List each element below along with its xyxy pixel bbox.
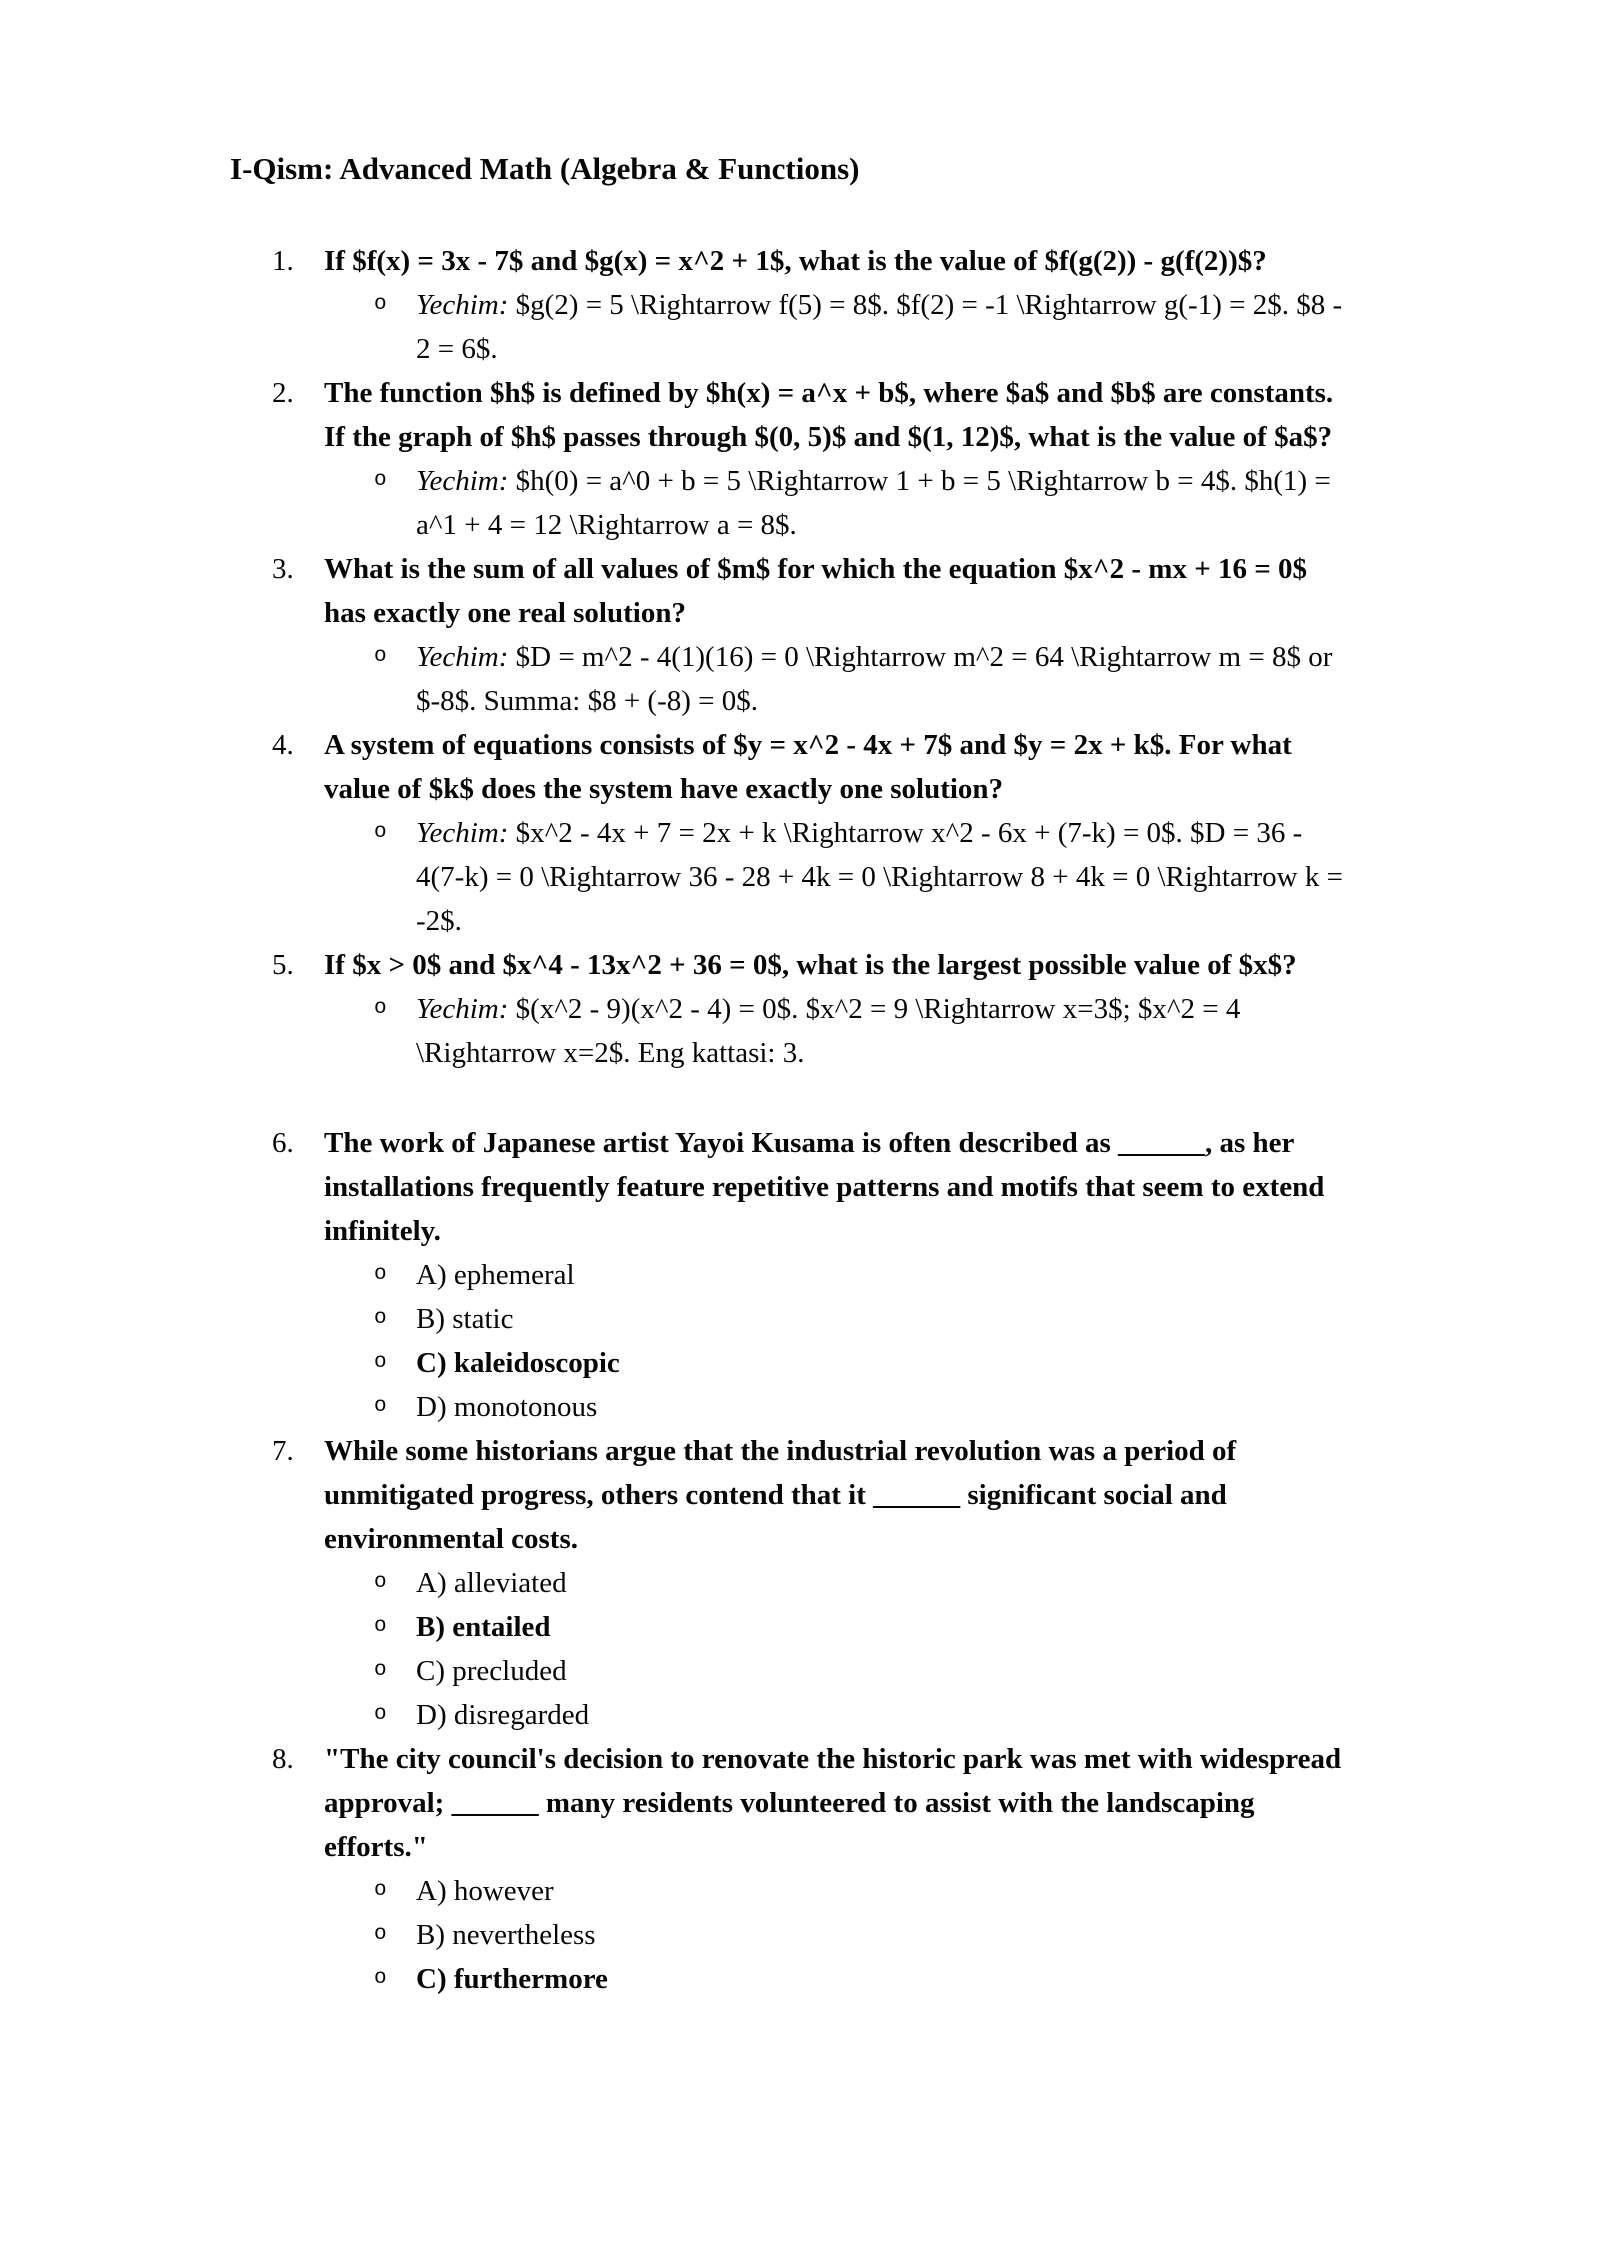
question-text: If $f(x) = 3x - 7$ and $g(x) = x^2 + 1$, what is the value of $f(g(2)) - g(f(2))$? xyxy=(324,245,1267,278)
question-number: 8. xyxy=(272,1743,294,1776)
answer-option: A) ephemeral xyxy=(416,1259,575,1292)
question-body xyxy=(324,1121,1350,1429)
question-text: What is the sum of all values of $m$ for which the equation $x^2 - mx + 16 = 0$ has exactly one real solution? xyxy=(324,553,1308,630)
answer-option: A) however xyxy=(416,1875,554,1908)
answer-option: B) nevertheless xyxy=(416,1919,596,1952)
bullet-marker: o xyxy=(374,293,387,317)
question-body xyxy=(324,943,1350,1075)
solution xyxy=(416,283,1350,371)
question-number: 3. xyxy=(272,553,294,586)
solution-text: $x^2 - 4x + 7 = 2x + k \Rightarrow x^2 - 6x + (7-k) = 0$. $D = 36 - 4(7-k) = 0 \Rightarrow 36 - 28 + 4k = 0 \Rightarrow 8 + 4k = 0 \Rightarrow k = -2$. xyxy=(416,817,1343,938)
solution xyxy=(416,987,1350,1075)
question-item xyxy=(230,239,1350,371)
answer-option: D) disregarded xyxy=(416,1699,590,1732)
question-number: 1. xyxy=(272,245,294,278)
question-body xyxy=(324,1429,1350,1737)
question-item xyxy=(230,1737,1350,2001)
answer-option-correct: C) furthermore xyxy=(416,1963,608,1996)
solution-label: Yechim: xyxy=(416,641,509,674)
sub-item xyxy=(324,987,1350,1075)
sub-item xyxy=(324,1957,1350,2001)
question-text: While some historians argue that the industrial revolution was a period of unmitigated progress, others contend that it ______ significant social and environmental costs. xyxy=(324,1435,1237,1556)
sub-item xyxy=(324,1649,1350,1693)
question-body xyxy=(324,239,1350,371)
question-item xyxy=(230,943,1350,1075)
bullet-marker: o xyxy=(374,821,387,845)
question-body xyxy=(324,723,1350,943)
question-number: 4. xyxy=(272,729,294,762)
bullet-marker: o xyxy=(374,1659,387,1683)
bullet-marker: o xyxy=(374,645,387,669)
answer-option: B) static xyxy=(416,1303,514,1336)
bullet-marker: o xyxy=(374,1395,387,1419)
question-text: If $x > 0$ and $x^4 - 13x^2 + 36 = 0$, what is the largest possible value of $x$? xyxy=(324,949,1297,982)
page-title: I-Qism: Advanced Math (Algebra & Functions) xyxy=(230,151,860,186)
question-list xyxy=(230,239,1350,2001)
bullet-marker: o xyxy=(374,1351,387,1375)
sub-item xyxy=(324,1297,1350,1341)
solution xyxy=(416,635,1350,723)
question-text: "The city council's decision to renovate the historic park was met with widespread approval; ______ many residents volunteered to assist with the landscaping efforts." xyxy=(324,1743,1342,1864)
bullet-marker: o xyxy=(374,1967,387,1991)
bullet-marker: o xyxy=(374,1307,387,1331)
solution-label: Yechim: xyxy=(416,993,509,1026)
solution xyxy=(416,811,1350,943)
sub-item xyxy=(324,635,1350,723)
answer-option-correct: B) entailed xyxy=(416,1611,551,1644)
sub-item xyxy=(324,1869,1350,1913)
solution-text: $(x^2 - 9)(x^2 - 4) = 0$. $x^2 = 9 \Rightarrow x=3$; $x^2 = 4 \Rightarrow x=2$. Eng kattasi: 3. xyxy=(416,993,1241,1070)
question-item xyxy=(230,371,1350,547)
solution-label: Yechim: xyxy=(416,465,509,498)
question-number: 7. xyxy=(272,1435,294,1468)
bullet-marker: o xyxy=(374,1263,387,1287)
answer-option: D) monotonous xyxy=(416,1391,598,1424)
question-body xyxy=(324,1737,1350,2001)
sub-item xyxy=(324,459,1350,547)
sub-item xyxy=(324,1561,1350,1605)
solution-text: $h(0) = a^0 + b = 5 \Rightarrow 1 + b = 5 \Rightarrow b = 4$. $h(1) = a^1 + 4 = 12 \Rightarrow a = 8$. xyxy=(416,465,1331,542)
bullet-marker: o xyxy=(374,469,387,493)
bullet-marker: o xyxy=(374,1615,387,1639)
question-item xyxy=(230,723,1350,943)
sub-item xyxy=(324,283,1350,371)
bullet-marker: o xyxy=(374,1879,387,1903)
sub-item xyxy=(324,1605,1350,1649)
question-body xyxy=(324,371,1350,547)
answer-option: C) precluded xyxy=(416,1655,567,1688)
answer-option-correct: C) kaleidoscopic xyxy=(416,1347,620,1380)
question-text: The function $h$ is defined by $h(x) = a^x + b$, where $a$ and $b$ are constants. If the graph of $h$ passes through $(0, 5)$ and $(1, 12)$, what is the value of $a$? xyxy=(324,377,1334,454)
solution-text: $g(2) = 5 \Rightarrow f(5) = 8$. $f(2) = -1 \Rightarrow g(-1) = 2$. $8 - 2 = 6$. xyxy=(416,289,1343,366)
sub-item xyxy=(324,811,1350,943)
question-item xyxy=(230,1121,1350,1429)
solution-label: Yechim: xyxy=(416,817,509,850)
question-body xyxy=(324,547,1350,723)
question-text: A system of equations consists of $y = x^2 - 4x + 7$ and $y = 2x + k$. For what value of $k$ does the system have exactly one solution? xyxy=(324,729,1292,806)
sub-item xyxy=(324,1253,1350,1297)
bullet-marker: o xyxy=(374,1703,387,1727)
bullet-marker: o xyxy=(374,1923,387,1947)
answer-option: A) alleviated xyxy=(416,1567,567,1600)
bullet-marker: o xyxy=(374,997,387,1021)
solution-label: Yechim: xyxy=(416,289,509,322)
question-number: 5. xyxy=(272,949,294,982)
question-item xyxy=(230,547,1350,723)
bullet-marker: o xyxy=(374,1571,387,1595)
question-text: The work of Japanese artist Yayoi Kusama is often described as ______, as her installations frequently feature repetitive patterns and motifs that seem to extend infinitely. xyxy=(324,1127,1325,1248)
question-item xyxy=(230,1429,1350,1737)
sub-item xyxy=(324,1341,1350,1385)
sub-item xyxy=(324,1693,1350,1737)
solution xyxy=(416,459,1350,547)
question-number: 6. xyxy=(272,1127,294,1160)
question-number: 2. xyxy=(272,377,294,410)
sub-item xyxy=(324,1385,1350,1429)
sub-item xyxy=(324,1913,1350,1957)
solution-text: $D = m^2 - 4(1)(16) = 0 \Rightarrow m^2 = 64 \Rightarrow m = 8$ or $-8$. Summa: $8 + (-8) = 0$. xyxy=(416,641,1333,718)
